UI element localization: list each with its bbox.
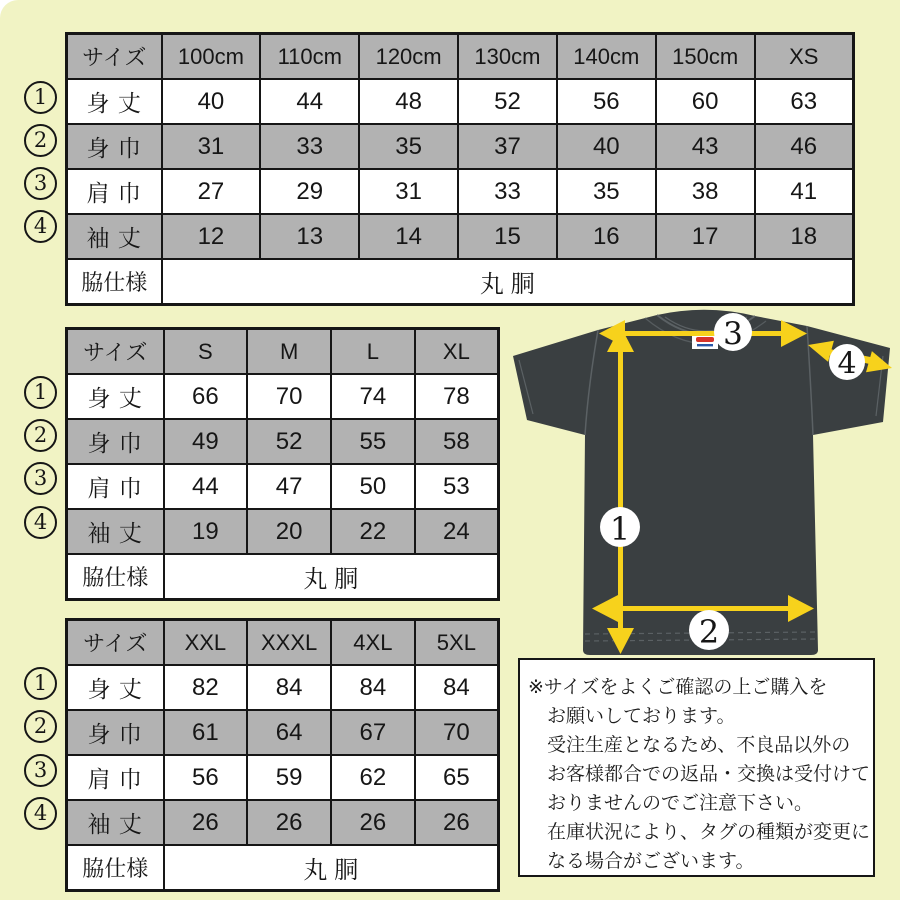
note-line: 在庫状況により、タグの種類が変更に	[547, 822, 871, 843]
row-marker-3: 3	[24, 754, 57, 787]
neck-tag	[692, 334, 718, 349]
measurement-value: 31	[162, 124, 261, 169]
svg-text:2: 2	[698, 613, 720, 651]
note-line: お願いしております。	[547, 706, 736, 727]
size-label-header: サイズ	[67, 329, 164, 375]
row-marker-3: 3	[24, 462, 57, 495]
measurement-value: 33	[260, 124, 359, 169]
side-spec-label: 脇仕様	[67, 259, 162, 305]
measurement-label: 袖 丈	[67, 509, 164, 554]
measurement-value: 56	[164, 755, 248, 800]
measurement-value: 26	[331, 800, 415, 845]
measurement-row	[67, 800, 499, 845]
measurement-label: 袖 丈	[67, 800, 164, 845]
measurement-value: 55	[331, 419, 415, 464]
measurement-value: 52	[247, 419, 331, 464]
measurement-row	[67, 124, 854, 169]
svg-text:4: 4	[837, 346, 857, 382]
kids-size-table	[65, 32, 855, 306]
size-column-header: 120cm	[359, 34, 458, 80]
measurement-value: 59	[247, 755, 331, 800]
size-column-header: 100cm	[162, 34, 261, 80]
measurement-value: 48	[359, 79, 458, 124]
measurement-value: 33	[458, 169, 557, 214]
measurement-value: 62	[331, 755, 415, 800]
measurement-value: 35	[557, 169, 656, 214]
note-line: 受注生産となるため、不良品以外の	[547, 735, 851, 756]
measurement-label: 身 巾	[67, 124, 162, 169]
measurement-label: 身 丈	[67, 374, 164, 419]
measurement-value: 16	[557, 214, 656, 259]
row-marker-4: 4	[24, 506, 57, 539]
size-table-header-row	[67, 329, 499, 375]
measurement-value: 12	[162, 214, 261, 259]
measurement-label: 身 丈	[67, 79, 162, 124]
measurement-value: 35	[359, 124, 458, 169]
measurement-value: 49	[164, 419, 248, 464]
measurement-value: 43	[656, 124, 755, 169]
side-spec-label: 脇仕様	[67, 554, 164, 600]
measurement-value: 70	[247, 374, 331, 419]
measurement-value: 44	[164, 464, 248, 509]
size-column-header: 5XL	[415, 620, 499, 666]
size-table-header-row	[67, 620, 499, 666]
size-column-header: 140cm	[557, 34, 656, 80]
measurement-value: 31	[359, 169, 458, 214]
measurement-row	[67, 79, 854, 124]
side-spec-row	[67, 554, 499, 600]
measurement-value: 66	[164, 374, 248, 419]
measurement-value: 20	[247, 509, 331, 554]
measurement-value: 14	[359, 214, 458, 259]
measurement-value: 47	[247, 464, 331, 509]
measurement-value: 29	[260, 169, 359, 214]
size-column-header: 130cm	[458, 34, 557, 80]
note-line: ※サイズをよくご確認の上ご購入を	[528, 677, 828, 698]
measurement-value: 40	[557, 124, 656, 169]
measurement-value: 13	[260, 214, 359, 259]
size-column-header: 4XL	[331, 620, 415, 666]
tshirt-measurement-diagram	[505, 298, 897, 660]
size-column-header: L	[331, 329, 415, 375]
measurement-value: 65	[415, 755, 499, 800]
measurement-value: 52	[458, 79, 557, 124]
side-spec-value: 丸 胴	[162, 259, 854, 305]
side-spec-value: 丸 胴	[164, 845, 499, 891]
purchase-note	[518, 658, 875, 877]
measurement-value: 58	[415, 419, 499, 464]
measurement-label: 袖 丈	[67, 214, 162, 259]
row-marker-2: 2	[24, 124, 57, 157]
measurement-value: 67	[331, 710, 415, 755]
measurement-value: 26	[415, 800, 499, 845]
note-line: おりませんのでご注意下さい。	[547, 793, 814, 814]
measurement-label: 肩 巾	[67, 169, 162, 214]
measurement-row	[67, 710, 499, 755]
adult-size-table	[65, 327, 500, 601]
side-spec-row	[67, 845, 499, 891]
measurement-row	[67, 509, 499, 554]
measurement-value: 53	[415, 464, 499, 509]
measurement-row	[67, 169, 854, 214]
size-label-header: サイズ	[67, 620, 164, 666]
measurement-value: 17	[656, 214, 755, 259]
measurement-value: 15	[458, 214, 557, 259]
note-line: なる場合がございます。	[547, 851, 755, 872]
measurement-value: 40	[162, 79, 261, 124]
measurement-label: 肩 巾	[67, 755, 164, 800]
measurement-label: 身 巾	[67, 710, 164, 755]
row-marker-1: 1	[24, 667, 57, 700]
size-column-header: XS	[755, 34, 854, 80]
measurement-row	[67, 755, 499, 800]
note-line: お客様都合での返品・交換は受付けて	[547, 764, 871, 785]
measurement-value: 61	[164, 710, 248, 755]
measurement-row	[67, 419, 499, 464]
measurement-row	[67, 214, 854, 259]
measurement-value: 22	[331, 509, 415, 554]
measurement-value: 46	[755, 124, 854, 169]
measurement-value: 27	[162, 169, 261, 214]
svg-text:1: 1	[609, 510, 631, 548]
measurement-label: 身 丈	[67, 665, 164, 710]
measurement-value: 56	[557, 79, 656, 124]
measurement-value: 74	[331, 374, 415, 419]
measurement-value: 84	[415, 665, 499, 710]
row-marker-4: 4	[24, 210, 57, 243]
row-marker-4: 4	[24, 797, 57, 830]
measurement-row	[67, 665, 499, 710]
measurement-value: 63	[755, 79, 854, 124]
measurement-value: 50	[331, 464, 415, 509]
measurement-value: 70	[415, 710, 499, 755]
size-label-header: サイズ	[67, 34, 162, 80]
measurement-value: 60	[656, 79, 755, 124]
row-marker-3: 3	[24, 167, 57, 200]
size-column-header: XL	[415, 329, 499, 375]
size-column-header: S	[164, 329, 248, 375]
side-spec-label: 脇仕様	[67, 845, 164, 891]
measurement-value: 64	[247, 710, 331, 755]
measurement-row	[67, 464, 499, 509]
row-marker-1: 1	[24, 81, 57, 114]
measurement-value: 41	[755, 169, 854, 214]
measurement-value: 84	[331, 665, 415, 710]
size-column-header: M	[247, 329, 331, 375]
measurement-value: 38	[656, 169, 755, 214]
size-table-header-row	[67, 34, 854, 80]
measurement-row	[67, 374, 499, 419]
row-marker-1: 1	[24, 376, 57, 409]
measurement-value: 18	[755, 214, 854, 259]
size-column-header: 150cm	[656, 34, 755, 80]
measurement-value: 26	[247, 800, 331, 845]
measurement-value: 24	[415, 509, 499, 554]
measurement-value: 78	[415, 374, 499, 419]
row-marker-2: 2	[24, 419, 57, 452]
measurement-label: 身 巾	[67, 419, 164, 464]
measurement-value: 26	[164, 800, 248, 845]
measurement-value: 44	[260, 79, 359, 124]
size-column-header: XXL	[164, 620, 248, 666]
measurement-value: 82	[164, 665, 248, 710]
measurement-value: 19	[164, 509, 248, 554]
size-column-header: 110cm	[260, 34, 359, 80]
measurement-value: 37	[458, 124, 557, 169]
svg-text:3: 3	[723, 316, 743, 352]
side-spec-value: 丸 胴	[164, 554, 499, 600]
measurement-value: 84	[247, 665, 331, 710]
plus-size-table	[65, 618, 500, 892]
measurement-label: 肩 巾	[67, 464, 164, 509]
row-marker-2: 2	[24, 710, 57, 743]
size-column-header: XXXL	[247, 620, 331, 666]
